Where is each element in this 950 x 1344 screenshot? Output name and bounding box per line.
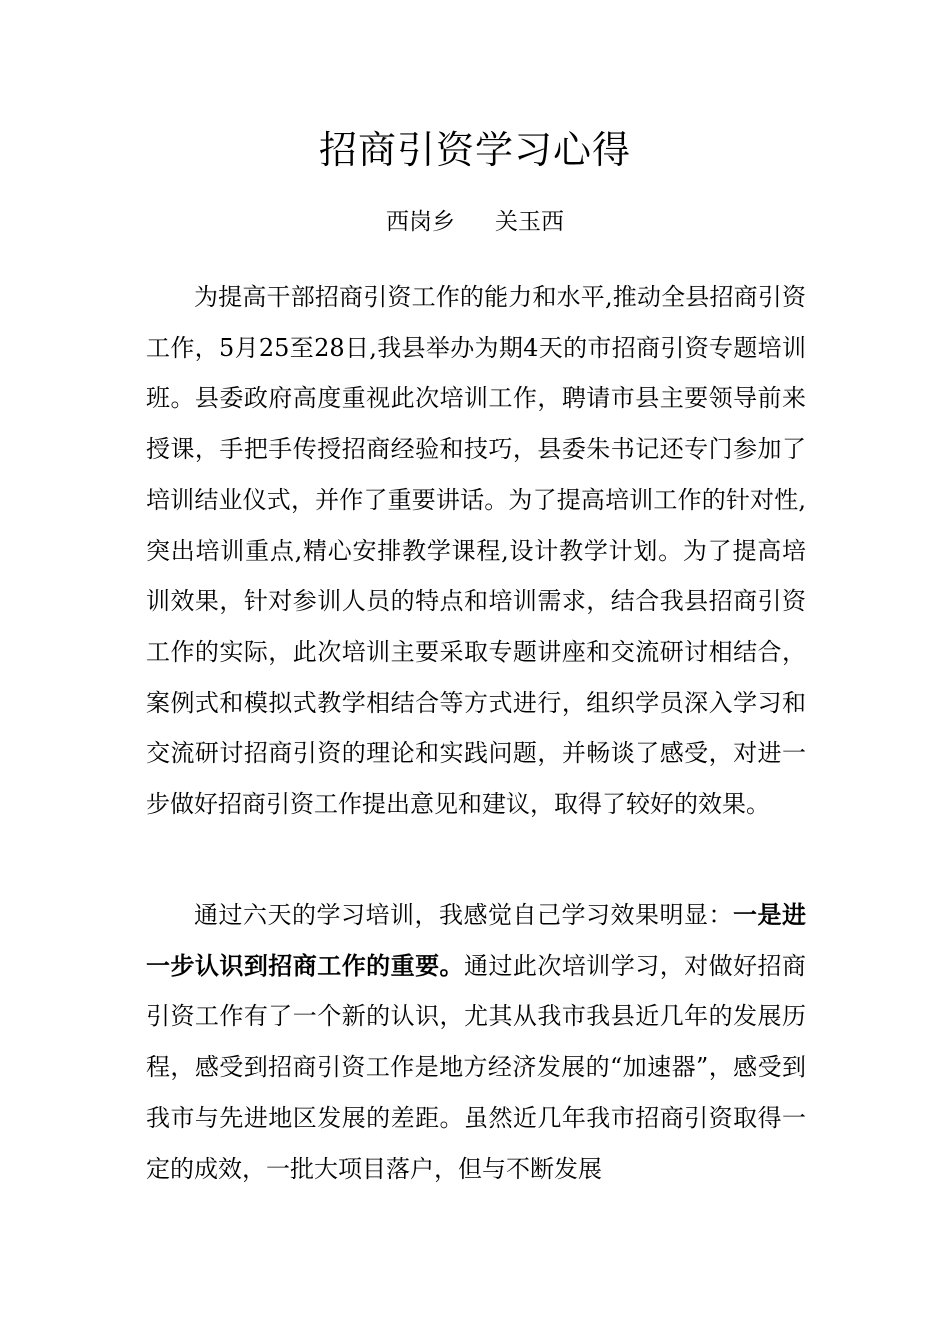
byline-unit: 西岗乡 [386, 209, 455, 235]
paragraph-2-rest: 通过此次培训学习，对做好招商引资工作有了一个新的认识，尤其从我市我县近几年的发展历程，感受到招商引资工作是地方经济发展的“加速器”，感受到我市与先进地区发展的差距。虽然近几年我市招商引资取得一定的成效，一批大项目落户，但与不断发展 [146, 951, 806, 1183]
byline-author: 关玉西 [495, 209, 564, 235]
paragraph-2 [146, 890, 806, 1220]
paragraph-2-bold-point: 一是进一步认识到招商工作的重要。 [146, 900, 806, 980]
byline [0, 204, 950, 240]
document-title: 招商引资学习心得 [318, 128, 631, 172]
paragraph-2-lead: 通过六天的学习培训，我感觉自己学习效果明显： [194, 901, 733, 929]
paragraph-1: 为提高干部招商引资工作的能力和水平,推动全县招商引资工作，5月25至28日,我县举办为期4天的市招商引资专题培训班。县委政府高度重视此次培训工作，聘请市县主要领导前来授课，手把手传授招商经验和技巧，县委朱书记还专门参加了培训结业仪式，并作了重要讲话。为了提高培训工作的针对性,突出培训重点,精心安排教学课程,设计教学计划。为了提高培训效果，针对参训人员的特点和培训需求，结合我县招商引资工作的实际，此次培训主要采取专题讲座和交流研讨相结合，案例式和模拟式教学相结合等方式进行，组织学员深入学习和交流研讨招商引资的理论和实践问题，并畅谈了感受，对进一步做好招商引资工作提出意见和建议，取得了较好的效果。 [146, 283, 806, 819]
